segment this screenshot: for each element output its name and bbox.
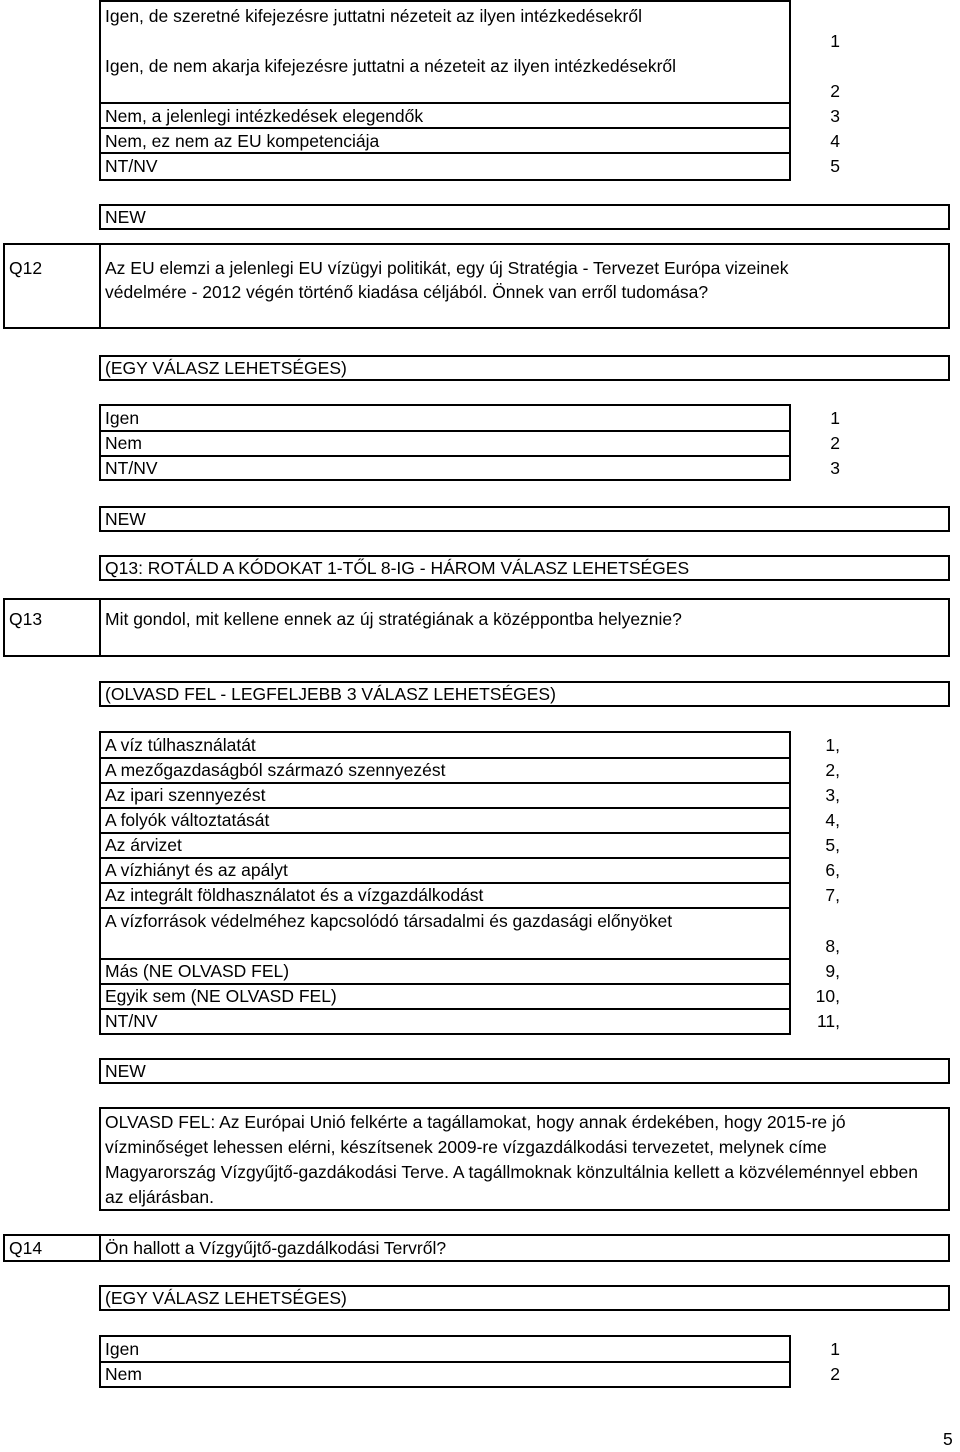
divider <box>99 832 791 834</box>
q13-option-code: 8, <box>825 936 840 956</box>
new-marker: NEW <box>105 207 146 227</box>
q12-option-label: Nem <box>105 433 142 453</box>
q14-question-id: Q14 <box>9 1238 43 1258</box>
q13-option-label: Az árvizet <box>105 835 182 855</box>
q12-instruction: (EGY VÁLASZ LEHETSÉGES) <box>105 358 347 378</box>
column-divider <box>99 1234 101 1262</box>
q14-option-label: Nem <box>105 1364 142 1384</box>
q12-question-id: Q12 <box>9 258 43 278</box>
q11-option-code: 1 <box>830 31 840 51</box>
divider <box>99 455 791 457</box>
q11-option-label: Nem, a jelenlegi intézkedések elegendők <box>105 106 424 126</box>
new-marker: NEW <box>105 509 146 529</box>
page-number: 5 <box>943 1429 953 1449</box>
q12-option-code: 2 <box>830 433 840 453</box>
q14-option-code: 2 <box>830 1364 840 1384</box>
q14-read-out-text: OLVASD FEL: Az Európai Unió felkérte a tagállamokat, hogy annak érdekében, hogy 2015-re jó vízminőséget lehessen elérni, készítsenek 2009-re vízgazdálkodási tervezetet, melynek címe Magyarország Vízgyűjtő-gazdákodási Terve. A tagállmoknak könzultálnia kellett a közvéleménnyel ebben az eljárásban. <box>105 1112 918 1207</box>
q12-option-code: 3 <box>830 458 840 478</box>
q14-instruction: (EGY VÁLASZ LEHETSÉGES) <box>105 1288 347 1308</box>
q13-option-label: Más (NE OLVASD FEL) <box>105 961 290 981</box>
q13-rotate-note: Q13: ROTÁLD A KÓDOKAT 1-TŐL 8-IG - HÁROM VÁLASZ LEHETSÉGES <box>105 558 690 578</box>
q13-option-code: 7, <box>825 885 840 905</box>
q12-question-text: Az EU elemzi a jelenlegi EU vízügyi politikát, egy új Stratégia - Tervezet Európa vizeinek <box>105 258 789 278</box>
q13-option-label: NT/NV <box>105 1011 158 1031</box>
new-marker-box <box>99 1058 950 1084</box>
q13-option-label: A víz túlhasználatát <box>105 735 256 755</box>
q13-option-code: 1, <box>825 735 840 755</box>
divider <box>99 1361 791 1363</box>
new-marker-box <box>99 506 950 532</box>
q14-option-label: Igen <box>105 1339 140 1359</box>
q13-option-code: 2, <box>825 760 840 780</box>
q12-question-text: védelmére - 2012 végén történő kiadása céljából. Önnek van erről tudomása? <box>105 282 709 302</box>
q13-option-code: 3, <box>825 785 840 805</box>
q13-option-code: 6, <box>825 860 840 880</box>
q13-option-code: 11, <box>816 1011 840 1031</box>
q11-option-code: 4 <box>830 131 840 151</box>
q13-option-label: A vízhiányt és az apályt <box>105 860 288 880</box>
column-divider <box>99 598 101 657</box>
q13-option-code: 5, <box>825 835 840 855</box>
divider <box>99 1008 791 1010</box>
q14-question-text: Ön hallott a Vízgyűjtő-gazdálkodási Tervről? <box>105 1238 447 1258</box>
q11-option-code: 5 <box>830 156 840 176</box>
q12-option-label: NT/NV <box>105 458 158 478</box>
q13-option-code: 10, <box>815 986 840 1006</box>
q13-question-text: Mit gondol, mit kellene ennek az új stratégiának a középpontba helyeznie? <box>105 609 682 629</box>
column-divider <box>99 243 101 329</box>
q11-option-label: Igen, de nem akarja kifejezésre juttatni a nézeteit az ilyen intézkedésekről <box>105 56 677 76</box>
q12-options-frame <box>99 404 791 481</box>
q13-option-label: Egyik sem (NE OLVASD FEL) <box>105 986 337 1006</box>
q11-option-label: Nem, ez nem az EU kompetenciája <box>105 131 380 151</box>
q13-option-label: A vízforrások védelméhez kapcsolódó társadalmi és gazdasági előnyöket <box>105 911 673 931</box>
q13-option-label: A mezőgazdaságból származó szennyezést <box>105 760 446 780</box>
new-marker: NEW <box>105 1061 146 1081</box>
q13-option-label: Az integrált földhasználatot és a vízgazdálkodást <box>105 885 484 905</box>
new-marker-box <box>99 204 950 230</box>
q11-option-label: NT/NV <box>105 156 158 176</box>
q13-option-code: 9, <box>825 961 840 981</box>
q11-option-code: 2 <box>830 81 840 101</box>
q13-question-id: Q13 <box>9 609 43 629</box>
q13-option-label: A folyók változtatását <box>105 810 270 830</box>
q13-option-code: 4, <box>825 810 840 830</box>
q13-instruction: (OLVASD FEL - LEGFELJEBB 3 VÁLASZ LEHETSÉGES) <box>105 684 556 704</box>
q11-option-label: Igen, de szeretné kifejezésre juttatni nézeteit az ilyen intézkedésekről <box>105 6 642 26</box>
q14-option-code: 1 <box>830 1339 840 1359</box>
q11-option-code: 3 <box>830 106 840 126</box>
q13-option-label: Az ipari szennyezést <box>105 785 266 805</box>
q12-option-code: 1 <box>830 408 840 428</box>
divider <box>99 430 791 432</box>
q12-option-label: Igen <box>105 408 140 428</box>
